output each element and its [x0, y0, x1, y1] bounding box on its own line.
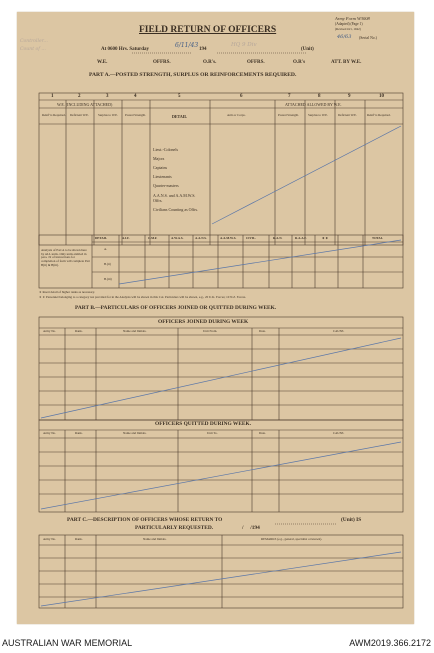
- col-num-6: 6: [240, 94, 243, 99]
- quitted-col-army-no: Army No.: [43, 431, 56, 435]
- rank-majors: Majors: [153, 156, 165, 161]
- rank-lt-col: Lieut.-Colonels: [153, 147, 178, 152]
- detail-header: DETAIL: [172, 114, 188, 119]
- analysis-note: Analysis of Part A to be shown here by ALL units. Only units entitled in para. 19 of instructions for completion of form will complete Part B(ii) & B(iii).: [41, 248, 90, 267]
- footer-credit: AUSTRALIAN WAR MEMORIAL: [2, 638, 133, 648]
- joined-col-army-no: Army No.: [43, 329, 56, 333]
- we-including-attached-header: W.E. (INCLUDING ATTACHED): [57, 102, 113, 107]
- left-col-posted: Posted Strength.: [125, 113, 146, 117]
- attached-allowed-header: ATTACHED ALLOWED BY W.E.: [285, 102, 342, 107]
- we-label: W.E.: [97, 60, 108, 65]
- analysis-header-civil: CIVIL.: [246, 236, 257, 240]
- part-c-requested: PARTICULARLY REQUESTED.: [135, 525, 214, 531]
- at-date-handwritten: 6/11/43: [175, 42, 199, 49]
- analysis-header-other: ∗ ∗: [322, 236, 329, 240]
- analysis-header-detail: DETAIL: [95, 236, 107, 240]
- analysis-row-b2: B.(ii): [104, 262, 111, 266]
- at-time-line: At 0600 Hrs. Saturday: [101, 47, 150, 52]
- col-num-4: 4: [134, 94, 137, 99]
- part-b-title: PART B.—PARTICULARS OF OFFICERS JOINED OR QUITTED DURING WEEK.: [75, 305, 277, 311]
- serial-handwritten: 46/63: [337, 34, 352, 40]
- part-c-unit-is: (Unit) IS: [341, 517, 362, 523]
- part-a-title: PART A.—POSTED STRENGTH, SURPLUS OR REINFORCEMENTS REQUIRED.: [89, 72, 297, 78]
- army-form-revised: (Revised Oct, 1942): [335, 27, 361, 31]
- analysis-header-aamws: A.A.M.W.S.: [220, 236, 237, 240]
- quitted-col-name: Name and Initials.: [123, 431, 147, 435]
- part-c-date: / /194: [242, 525, 260, 531]
- analysis-row-b3: B.(iii): [104, 277, 112, 281]
- part-c-col-remarks: REMARKS (e.g., general, specialist or known).: [261, 537, 323, 541]
- serial-no-label: (Serial No.): [359, 36, 377, 40]
- unit-label: (Unit): [301, 47, 314, 52]
- footnote-1: ∗ Insert detail of higher ranks as necessary.: [39, 290, 95, 294]
- offrs-label: OFFRS.: [153, 60, 171, 65]
- footer-accession-number: AWM2019.366.2172: [349, 638, 431, 648]
- analysis-header-aif: A.I.F.: [122, 236, 130, 240]
- analysis-header-total: TOTAL: [372, 236, 383, 240]
- att-by-we-label: ATT. BY W.E.: [331, 60, 362, 65]
- col-num-8: 8: [318, 94, 321, 99]
- left-col-reinforcements: Reinf’ts Required.: [42, 113, 66, 117]
- rank-aans: A.A.N.S. and A.A.M.W.S. Offrs.: [153, 193, 196, 203]
- quitted-col-cause: CAUSE.: [333, 431, 345, 435]
- left-col-surplus: Surplus to W.E.: [98, 113, 119, 117]
- col-num-5: 5: [178, 94, 181, 99]
- right-col-posted: Posted Strength.: [278, 113, 299, 117]
- analysis-row-a: A.: [104, 247, 108, 251]
- quitted-col-unit-to: Unit To.: [207, 431, 218, 435]
- analysis-header-cmf: C.M.F.: [148, 236, 158, 240]
- part-c-title: PART C.—DESCRIPTION OF OFFICERS WHOSE RETURN TO: [67, 517, 223, 523]
- analysis-header-awas: A.W.A.S.: [171, 236, 184, 240]
- footnote-2: ∗ ∗ Personnel belonging to a category not provided for in the Analysis will be shown in this Col. Particulars will be shown, e.g., 20 U.K. Forces; 10 N.Z. Forces.: [39, 295, 247, 299]
- joined-title: OFFICERS JOINED DURING WEEK: [158, 319, 249, 325]
- quitted-col-rank: Rank.: [75, 431, 83, 435]
- col-num-10: 10: [379, 94, 384, 99]
- col-num-7: 7: [288, 94, 291, 99]
- right-col-surplus: Surplus to W.E.: [308, 113, 329, 117]
- col-num-9: 9: [348, 94, 351, 99]
- joined-col-unit-from: Unit From.: [203, 329, 218, 333]
- offrs2-label: OFFRS.: [247, 60, 265, 65]
- rank-quartermasters: Quarter-masters: [153, 183, 179, 188]
- army-form-number: Army Form W3008: [335, 16, 370, 21]
- analysis-header-aans: A.A.N.S.: [195, 236, 207, 240]
- joined-col-name: Name and Initials.: [123, 329, 147, 333]
- year-prefix: 194: [199, 47, 207, 52]
- ors-label: O.R's.: [203, 60, 217, 65]
- left-col-deficient: Deficient W.E.: [70, 113, 89, 117]
- ors2-label: O.R's: [293, 60, 306, 65]
- joined-col-rank: Rank.: [75, 329, 83, 333]
- rank-captains: Captains: [153, 165, 167, 170]
- margin-note-2: Count of ...: [20, 47, 46, 52]
- part-c-col-name: Name and Initials.: [143, 537, 167, 541]
- col-num-3: 3: [106, 94, 109, 99]
- analysis-header-raaf: R.A.A.F.: [295, 236, 307, 240]
- part-c-col-rank: Rank.: [75, 537, 83, 541]
- unit-handwritten: HQ 9 Div: [231, 42, 257, 48]
- right-col-deficient: Deficient W.E.: [338, 113, 357, 117]
- rank-civilians: Civilians Counting as Offrs.: [153, 207, 199, 212]
- form-title: FIELD RETURN OF OFFICERS: [139, 25, 277, 35]
- right-col-arm: Arm or Corps.: [227, 113, 246, 117]
- margin-note-1: Controller...: [20, 39, 48, 44]
- joined-col-date: Date.: [259, 329, 266, 333]
- col-num-1: 1: [51, 94, 54, 99]
- analysis-header-ran: R.A.N.: [273, 236, 283, 240]
- form-sheet: [17, 12, 414, 624]
- quitted-col-date: Date.: [259, 431, 266, 435]
- quitted-title: OFFICERS QUITTED DURING WEEK.: [155, 421, 252, 427]
- part-c-col-army-no: Army No.: [43, 537, 56, 541]
- joined-col-cause: CAUSE.: [333, 329, 345, 333]
- right-col-reinforcements: Reinf’ts Required.: [367, 113, 391, 117]
- col-num-2: 2: [78, 94, 81, 99]
- rank-lieutenants: Lieutenants: [153, 174, 172, 179]
- army-form-adapted: (Adapted) (Page 1): [335, 22, 363, 26]
